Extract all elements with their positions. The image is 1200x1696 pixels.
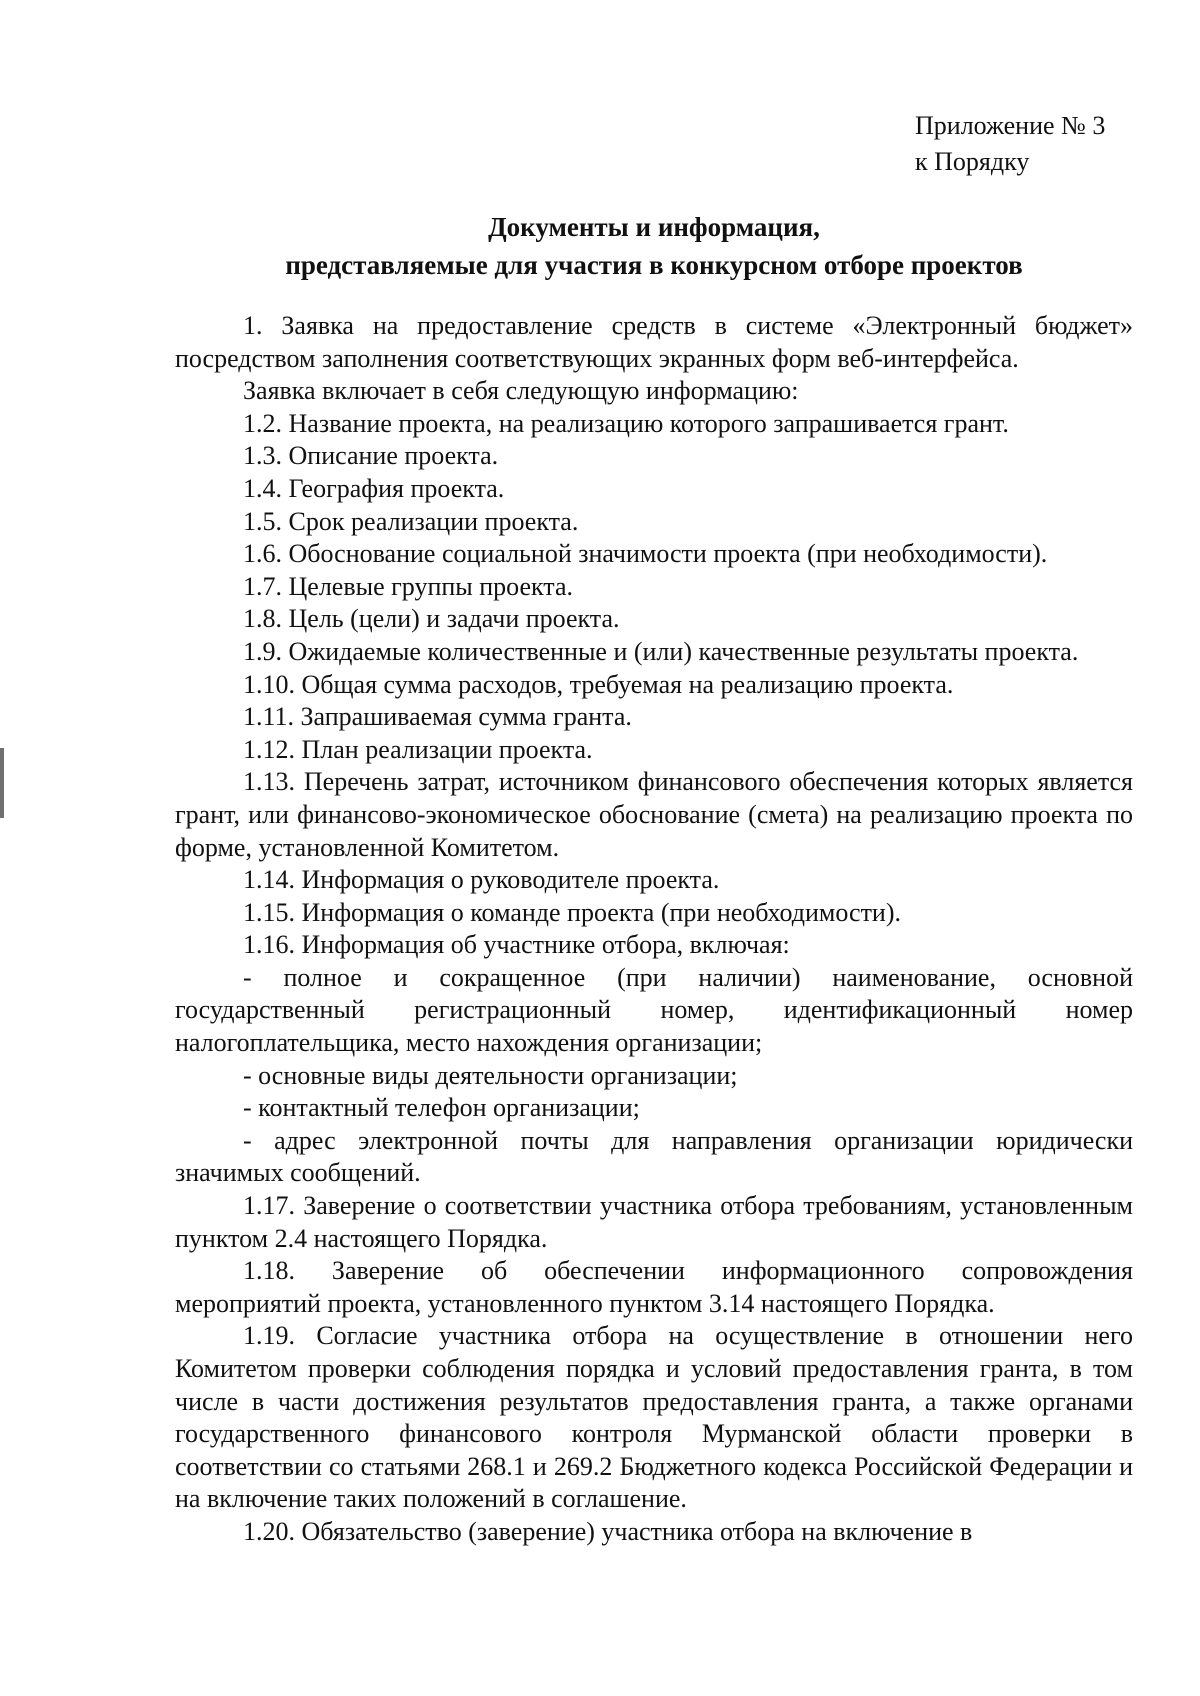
paragraph: 1. Заявка на предоставление средств в системе «Электронный бюджет» посредством заполнения соответствующих экранных форм веб-интерфейса. [175, 311, 1133, 373]
paragraph: 1.9. Ожидаемые количественные и (или) качественные результаты проекта. [243, 636, 1079, 666]
title-line-1: Документы и информация, [488, 212, 820, 242]
appendix-reference [915, 108, 1105, 180]
paragraph: 1.7. Целевые группы проекта. [243, 571, 574, 601]
paragraph: 1.11. Запрашиваемая сумма гранта. [243, 702, 632, 732]
paragraph: - полное и сокращенное (при наличии) наименование, основной государственный регистрационный номер, идентификационный номер налогоплательщика, место нахождения организации; [175, 962, 1133, 1058]
paragraph: 1.18. Заверение об обеспечении информационного сопровождения мероприятий проекта, установленного пунктом 3.14 настоящего Порядка. [175, 1256, 1133, 1318]
document-body [175, 310, 1133, 1549]
document-title [175, 208, 1133, 284]
paragraph: 1.3. Описание проекта. [243, 441, 499, 471]
paragraph: 1.8. Цель (цели) и задачи проекта. [243, 604, 620, 634]
appendix-number: Приложение № 3 [915, 111, 1106, 140]
paragraph: - контактный телефон организации; [243, 1093, 640, 1123]
paragraph: 1.16. Информация об участнике отбора, включая: [243, 930, 790, 960]
scan-edge-mark [0, 748, 4, 818]
appendix-target: к Порядку [915, 147, 1030, 176]
paragraph: 1.12. План реализации проекта. [243, 734, 593, 764]
paragraph: 1.20. Обязательство (заверение) участника отбора на включение в [243, 1516, 973, 1546]
title-line-2: представляемые для участия в конкурсном отборе проектов [285, 250, 1023, 280]
paragraph: 1.2. Название проекта, на реализацию которого запрашивается грант. [243, 408, 1009, 438]
paragraph: 1.4. География проекта. [243, 473, 505, 503]
paragraph: 1.13. Перечень затрат, источником финансового обеспечения которых является грант, или финансово-экономическое обоснование (смета) на реализацию проекта по форме, установленной Комитетом. [175, 767, 1133, 862]
paragraph: 1.14. Информация о руководителе проекта. [243, 865, 720, 895]
paragraph: Заявка включает в себя следующую информацию: [243, 376, 799, 406]
paragraph: 1.10. Общая сумма расходов, требуемая на реализацию проекта. [243, 669, 954, 699]
paragraph: 1.19. Согласие участника отбора на осуществление в отношении него Комитетом проверки соблюдения порядка и условий предоставления гранта, в том числе в части достижения результатов предоставления гранта, а также органами государственного финансового контроля Мурманской области проверки в соответствии со статьями 268.1 и 269.2 Бюджетного кодекса Российской Федерации и на включение таких положений в соглашение. [175, 1321, 1133, 1514]
paragraph: 1.15. Информация о команде проекта (при необходимости). [243, 897, 901, 927]
paragraph: 1.17. Заверение о соответствии участника отбора требованиям, установленным пунктом 2.4 настоящего Порядка. [175, 1191, 1133, 1253]
paragraph: - адрес электронной почты для направления организации юридически значимых сообщений. [175, 1125, 1133, 1188]
paragraph: 1.6. Обоснование социальной значимости проекта (при необходимости). [243, 539, 1048, 569]
paragraph: - основные виды деятельности организации; [243, 1060, 738, 1090]
paragraph: 1.5. Срок реализации проекта. [243, 506, 579, 536]
